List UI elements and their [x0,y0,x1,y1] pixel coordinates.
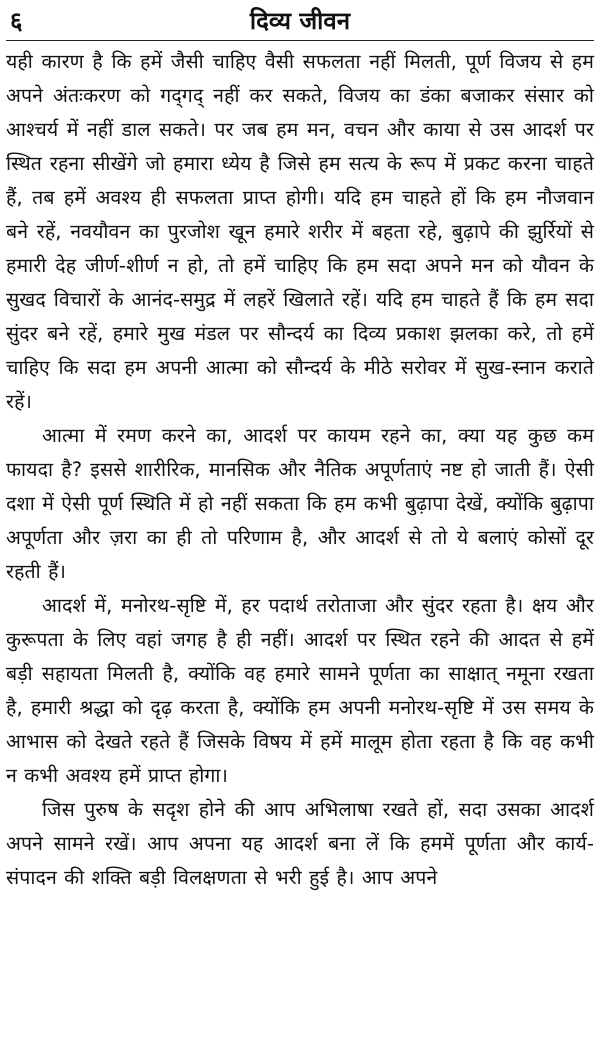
running-title: दिव्य जीवन [249,7,351,35]
body-text [6,45,594,895]
paragraph-2: आत्मा में रमण करने का, आदर्श पर कायम रहने का, क्या यह कुछ कम फायदा है? इससे शारीरिक, मानसिक और नैतिक अपूर्णताएं नष्ट हो जाती हैं। ऐसी दशा में ऐसी पूर्ण स्थिति में हो नहीं सकता कि हम कभी बुढ़ापा देखें, क्योंकि बुढ़ापा अपूर्णता और ज़रा का ही तो परिणाम है, और आदर्श से तो ये बलाएं कोसों दूर रहती हैं। [6,424,594,583]
page-number: ६ [10,7,23,35]
paragraph-1: यही कारण है कि हमें जैसी चाहिए वैसी सफलता नहीं मिलती, पूर्ण विजय से हम अपने अंतःकरण को गद्‌गद्‌ नहीं कर सकते, विजय का डंका बजाकर संसार को आश्चर्य में नहीं डाल सकते। पर जब हम मन, वचन और काया से उस आदर्श पर स्थित रहना सीखेंगे जो हमारा ध्येय है जिसे हम सत्य के रूप में प्रकट करना चाहते हैं, तब हमें अवश्य ही सफलता प्राप्त होगी। यदि हम चाहते हों कि हम नौजवान बने रहें, नवयौवन का पुरजोश खून हमारे शरीर में बहता रहे, बुढ़ापे की झुर्रियों से हमारी देह जीर्ण-शीर्ण न हो, तो हमें चाहिए कि हम सदा अपने मन को यौवन के सुखद विचारों के आनंद-समुद्र में लहरें खिलाते रहें। यदि हम चाहते हैं कि हम सदा सुंदर बने रहें, हमारे मुख मंडल पर सौन्दर्य का दिव्य प्रकाश झलका करे, तो हमें चाहिए कि सदा हम अपनी आत्मा को सौन्दर्य के मीठे सरोवर में सुख-स्नान कराते रहें। [6,50,594,413]
paragraph-4: जिस पुरुष के सदृश होने की आप अभिलाषा रखते हों, सदा उसका आदर्श अपने सामने रखें। आप अपना यह आदर्श बना लें कि हममें पूर्णता और कार्य-संपादन की शक्ति बड़ी विलक्षणता से भरी हुई है। आप अपने [6,798,594,889]
page-header [6,0,594,41]
paragraph-3: आदर्श में, मनोरथ-सृष्टि में, हर पदार्थ तरोताजा और सुंदर रहता है। क्षय और कुरूपता के लिए वहां जगह है ही नहीं। आदर्श पर स्थित रहने की आदत से हमें बड़ी सहायता मिलती है, क्योंकि वह हमारे सामने पूर्णता का साक्षात् नमूना रखता है, हमारी श्रद्धा को दृढ़ करता है, क्योंकि हम अपनी मनोरथ-सृष्टि में उस समय के आभास को देखते रहते हैं जिसके विषय में हमें मालूम होता रहता है कि वह कभी न कभी अवश्य हमें प्राप्त होगा। [6,594,594,787]
